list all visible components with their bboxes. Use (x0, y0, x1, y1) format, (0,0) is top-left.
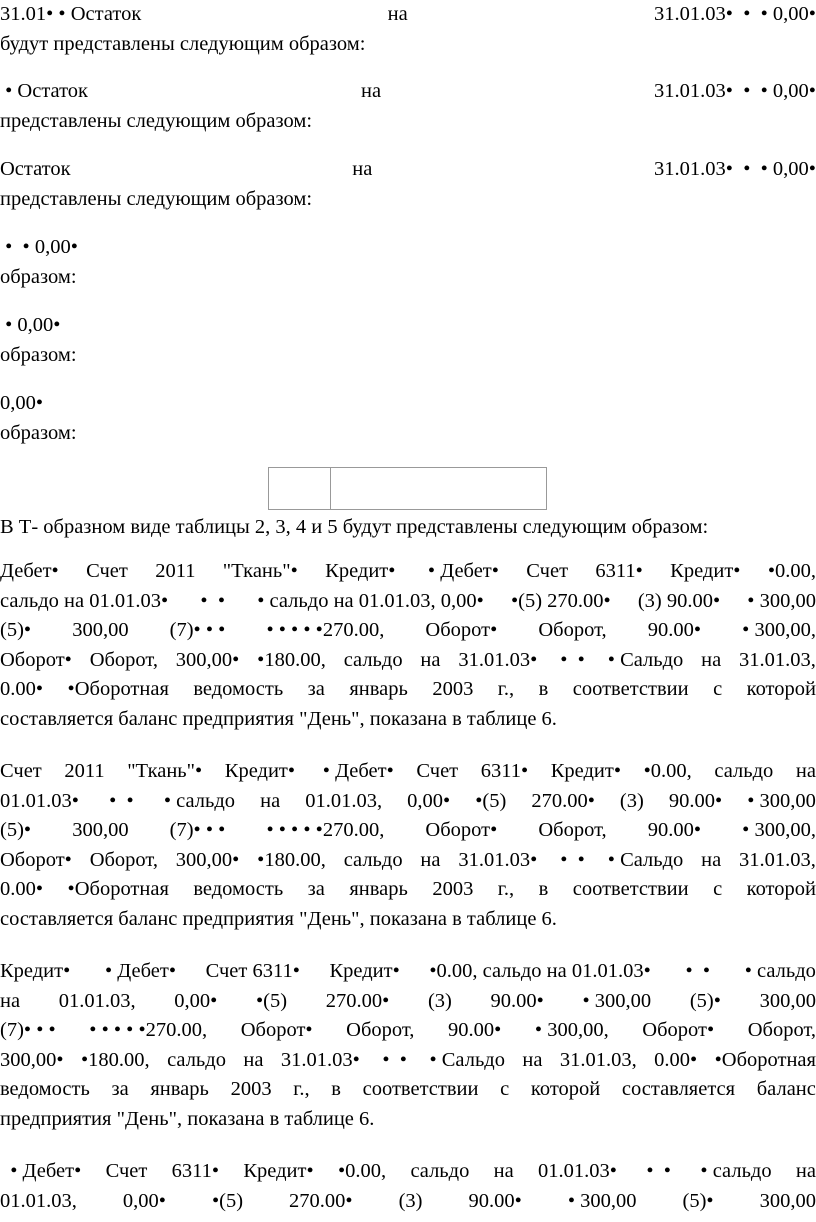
text-line: образом: (0, 343, 77, 366)
text-line: (5)• 300,00 (7)• • • • • • • •270.00, Оборот• Оборот, 90.00• • 300,00, (0, 619, 816, 641)
paragraph-accounts-1 (0, 557, 816, 734)
text-line: предприятия "День", показана в таблице 6. (0, 1107, 375, 1130)
paragraph-accounts-4 (0, 1157, 816, 1216)
paragraph-balance-5 (0, 311, 816, 370)
text-line: • 0,00• (0, 314, 61, 336)
text-line: Оборот• Оборот, 300,00• •180.00, сальдо на 31.01.03• • • • Сальдо на 31.01.03, (0, 648, 816, 671)
text-line: 300,00• •180.00, сальдо на 31.01.03• • • • Сальдо на 31.01.03, 0.00• •Оборотная (0, 1048, 816, 1071)
paragraph-accounts-2 (0, 757, 816, 934)
paragraph-balance-3 (0, 155, 816, 214)
text-line: Остаток на 31.01.03• • • 0,00• (0, 158, 816, 180)
text-line: ведомость за январь 2003 г., в соответствии с которой составляется баланс (0, 1078, 816, 1100)
paragraph-balance-2 (0, 77, 816, 136)
paragraph-balance-1 (0, 0, 816, 59)
text-line: 0.00• •Оборотная ведомость за январь 2003 г., в соответствии с которой (0, 878, 816, 900)
text-line: на 01.01.03, 0,00• •(5) 270.00• (3) 90.00• • 300,00 (5)• 300,00 (0, 989, 816, 1012)
text-line: Дебет• Счет 2011 "Ткань"• Кредит• • Дебет• Счет 6311• Кредит• •0.00, (0, 560, 816, 582)
text-line: • Остаток на 31.01.03• • • 0,00• (0, 80, 816, 102)
text-line: образом: (0, 265, 77, 288)
text-line: 01.01.03• • • • сальдо на 01.01.03, 0,00• •(5) 270.00• (3) 90.00• • 300,00 (0, 789, 816, 812)
table-fragment (268, 467, 547, 510)
paragraph-t-tables-intro (0, 513, 816, 543)
text-line: образом: (0, 421, 77, 444)
text-line: • Дебет• Счет 6311• Кредит• •0.00, сальдо на 01.01.03• • • • сальдо на (0, 1160, 816, 1182)
text-line: 01.01.03, 0,00• •(5) 270.00• (3) 90.00• • 300,00 (5)• 300,00 (0, 1189, 816, 1212)
paragraph-balance-4 (0, 233, 816, 292)
text-line: 0,00• (0, 392, 44, 414)
text-line: (5)• 300,00 (7)• • • • • • • •270.00, Оборот• Оборот, 90.00• • 300,00, (0, 819, 816, 841)
text-line: Кредит• • Дебет• Счет 6311• Кредит• •0.00, сальдо на 01.01.03• • • • сальдо (0, 960, 816, 982)
text-line: составляется баланс предприятия "День", показана в таблице 6. (0, 907, 557, 930)
text-line: Счет 2011 "Ткань"• Кредит• • Дебет• Счет 6311• Кредит• •0.00, сальдо на (0, 760, 816, 782)
text-line: сальдо на 01.01.03• • • • сальдо на 01.01.03, 0,00• •(5) 270.00• (3) 90.00• • 300,00 (0, 589, 816, 612)
text-line: представлены следующим образом: (0, 187, 313, 210)
paragraph-balance-6 (0, 389, 816, 448)
paragraph-accounts-3 (0, 957, 816, 1134)
text-line: В Т- образном виде таблицы 2, 3, 4 и 5 будут представлены следующим образом: (0, 516, 709, 538)
text-line: • • 0,00• (0, 236, 78, 258)
table-divider (330, 468, 331, 509)
text-line: будут представлены следующим образом: (0, 32, 366, 55)
text-line: представлены следующим образом: (0, 109, 313, 132)
text-line: (7)• • • • • • • •270.00, Оборот• Оборот, 90.00• • 300,00, Оборот• Оборот, (0, 1019, 816, 1041)
text-line: 0.00• •Оборотная ведомость за январь 2003 г., в соответствии с которой (0, 678, 816, 700)
text-line: 31.01• • Остаток на 31.01.03• • • 0,00• (0, 3, 816, 25)
text-line: Оборот• Оборот, 300,00• •180.00, сальдо на 31.01.03• • • • Сальдо на 31.01.03, (0, 848, 816, 871)
text-line: составляется баланс предприятия "День", показана в таблице 6. (0, 707, 557, 730)
